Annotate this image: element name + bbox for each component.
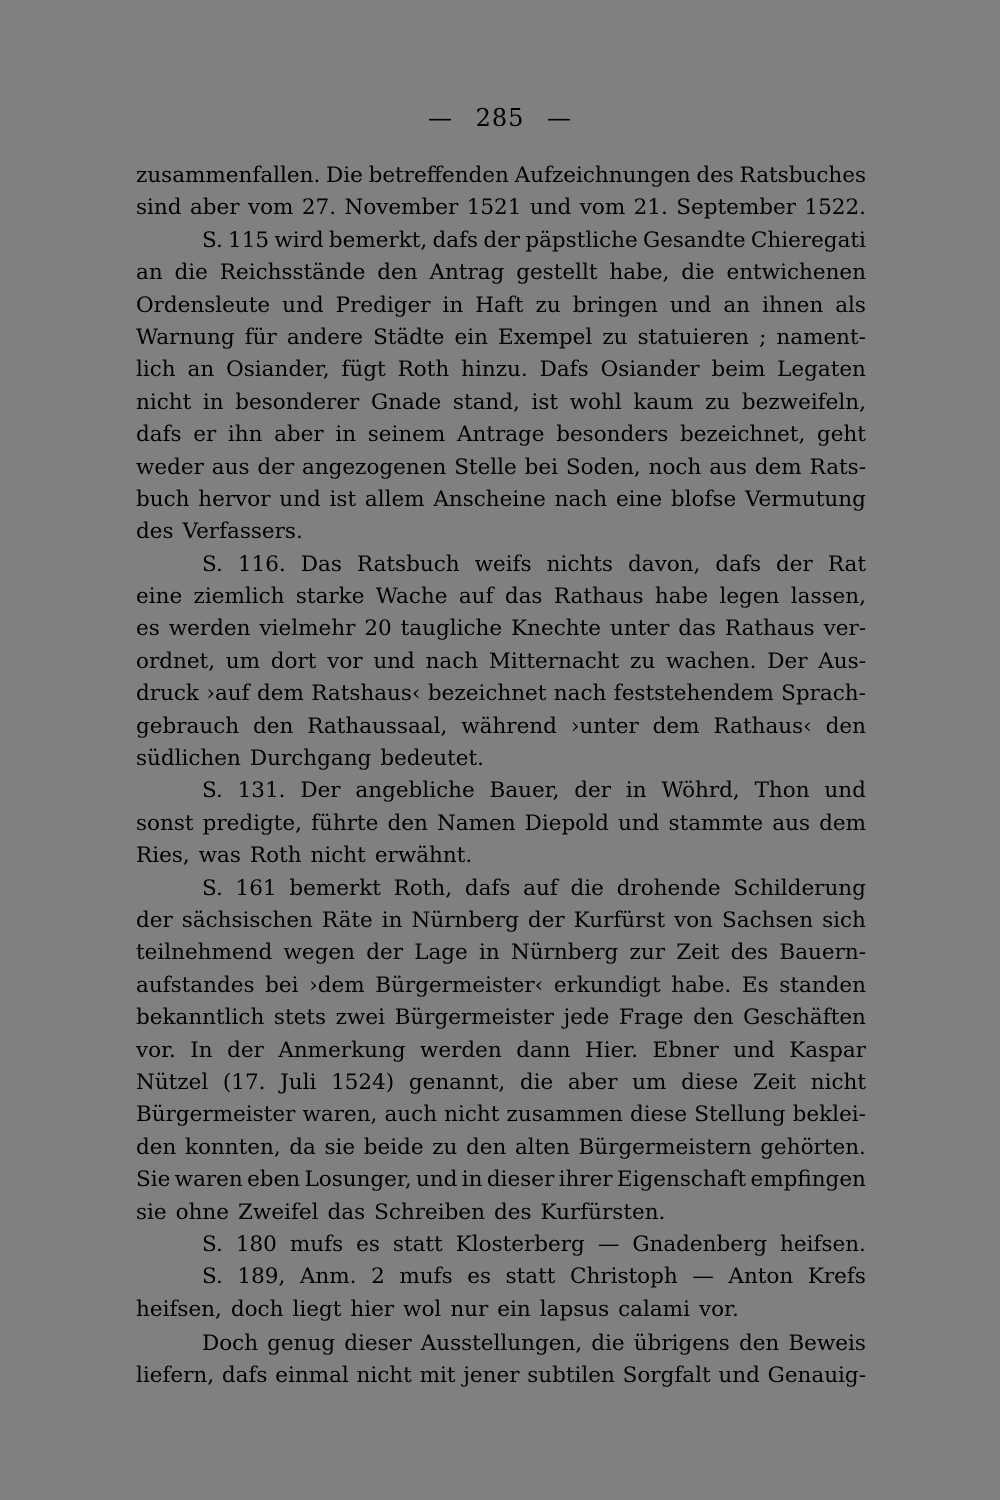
body-text: [136, 160, 866, 1393]
text-line: südlichen Durchgang bedeutet.: [136, 746, 484, 772]
text-line: der sächsischen Räte in Nürnberg der Kurfürst von Sachsen sich: [136, 907, 866, 933]
text-line: teilnehmend wegen der Lage in Nürnberg zur Zeit des Bauern-: [136, 940, 866, 966]
text-line: eine ziemlich starke Wache auf das Rathaus habe legen lassen,: [136, 584, 866, 610]
text-line: vor. In der Anmerkung werden dann Hier. Ebner und Kaspar: [136, 1037, 866, 1063]
text-line: S. 131. Der angebliche Bauer, der in Wöhrd, Thon und: [202, 778, 866, 804]
text-line: buch hervor und ist allem Anscheine nach eine blofse Vermutung: [136, 486, 866, 512]
text-line: S. 161 bemerkt Roth, dafs auf die drohende Schilderung: [202, 875, 866, 901]
text-line: es werden vielmehr 20 taugliche Knechte unter das Rathaus ver-: [136, 616, 866, 642]
text-line: heifsen, doch liegt hier wol nur ein lapsus calami vor.: [136, 1296, 739, 1322]
text-line: bekanntlich stets zwei Bürgermeister jede Frage den Geschäften: [136, 1005, 866, 1031]
text-line: liefern, dafs einmal nicht mit jener subtilen Sorgfalt und Genauig-: [136, 1363, 866, 1389]
text-line: Warnung für andere Städte ein Exempel zu statuieren ; nament-: [136, 324, 866, 350]
text-line: Sie waren eben Losunger, und in dieser ihrer Eigenschaft empfingen: [136, 1167, 866, 1193]
text-line: an die Reichsstände den Antrag gestellt habe, die entwichenen: [136, 260, 866, 286]
page-number: [0, 104, 1000, 132]
text-line: Bürgermeister waren, auch nicht zusammen diese Stellung beklei-: [136, 1102, 866, 1128]
text-line: des Verfassers.: [136, 519, 303, 545]
text-line: S. 116. Das Ratsbuch weifs nichts davon, dafs der Rat: [202, 551, 866, 577]
text-line: nicht in besonderer Gnade stand, ist wohl kaum zu bezweifeln,: [136, 389, 866, 415]
text-line: Nützel (17. Juli 1524) genannt, die aber um diese Zeit nicht: [136, 1069, 866, 1095]
text-line: sind aber vom 27. November 1521 und vom 21. September 1522.: [136, 195, 866, 221]
text-line: weder aus der angezogenen Stelle bei Soden, noch aus dem Rats-: [136, 454, 866, 480]
text-line: den konnten, da sie beide zu den alten Bürgermeistern gehörten.: [136, 1134, 866, 1160]
text-line: lich an Osiander, fügt Roth hinzu. Dafs Osiander beim Legaten: [136, 357, 866, 383]
page-number-value: 285: [475, 104, 525, 132]
text-line: sie ohne Zweifel das Schreiben des Kurfürsten.: [136, 1199, 666, 1225]
text-line: gebrauch den Rathaussaal, während ›unter dem Rathaus‹ den: [136, 713, 866, 739]
text-line: S. 189, Anm. 2 mufs es statt Christoph — Anton Krefs: [202, 1264, 866, 1290]
text-line: S. 180 mufs es statt Klosterberg — Gnadenberg heifsen.: [202, 1231, 866, 1257]
text-line: zusammenfallen. Die betreffenden Aufzeichnungen des Ratsbuches: [136, 163, 866, 188]
text-line: sonst predigte, führte den Namen Diepold und stammte aus dem: [136, 810, 866, 836]
text-line: aufstandes bei ›dem Bürgermeister‹ erkundigt habe. Es standen: [136, 972, 866, 998]
text-line: ordnet, um dort vor und nach Mitternacht zu wachen. Der Aus-: [136, 648, 866, 674]
text-line: Doch genug dieser Ausstellungen, die übrigens den Beweis: [202, 1331, 866, 1357]
text-line: Ries, was Roth nicht erwähnt.: [136, 843, 473, 869]
page-number-dash-left: —: [427, 104, 453, 132]
page-number-dash-right: —: [547, 104, 573, 132]
text-line: S. 115 wird bemerkt, dafs der päpstliche Gesandte Chieregati: [202, 227, 866, 253]
text-line: druck ›auf dem Ratshaus‹ bezeichnet nach feststehendem Sprach-: [136, 681, 866, 707]
text-line: Ordensleute und Prediger in Haft zu bringen und an ihnen als: [136, 292, 866, 318]
text-line: dafs er ihn aber in seinem Antrage besonders bezeichnet, geht: [136, 422, 866, 448]
